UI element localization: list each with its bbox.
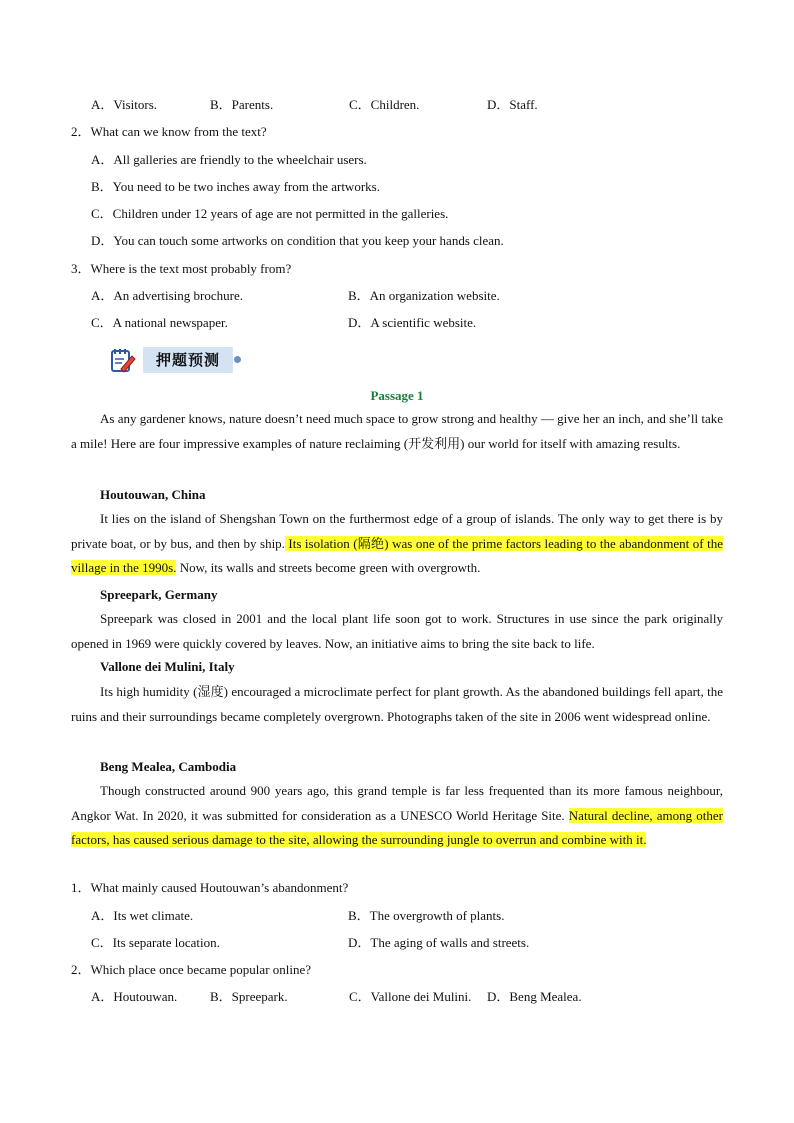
passage-title: Passage 1 [370, 388, 424, 403]
section-heading: Vallone dei Mulini, Italy [100, 659, 235, 674]
option-d: D．A scientific website. [348, 315, 477, 330]
question-stem: 2．What can we know from the text? [71, 124, 267, 139]
section-paragraph [71, 779, 723, 853]
option-a: A．An advertising brochure. [91, 288, 243, 303]
option-b: B．The overgrowth of plants. [348, 908, 505, 923]
passage-intro [71, 407, 723, 456]
section-heading: Houtouwan, China [100, 487, 206, 502]
option-c: C．Vallone dei Mulini. [349, 989, 472, 1004]
option-d: D．You can touch some artworks on condition that you keep your hands clean. [91, 233, 504, 248]
paragraph-text: Now, its walls and streets become green with overgrowth. [176, 560, 481, 575]
paragraph-text: Though constructed around 900 years ago, this grand temple is far less frequented than its more famous neighbour, Angkor Wat. In 2020, it was submitted for consideration as a UNESCO World Heritage Site. [71, 783, 723, 823]
highlighted-text: Natural decline, among other factors, has caused serious damage to the site, allowing the surrounding jungle to overrun and combine with it. [71, 807, 723, 847]
option-b: B．Parents. [210, 97, 274, 112]
paragraph-text: Spreepark was closed in 2001 and the local plant life soon got to work. Structures in use since the park originally opened in 1969 were quickly covered by leaves. Now, an initiative aims to bring the site back to life. [71, 611, 723, 651]
option-b: B．Spreepark. [210, 989, 288, 1004]
notepad-pencil-icon [110, 347, 136, 373]
option-c: C．A national newspaper. [91, 315, 228, 330]
section-paragraph [71, 507, 723, 581]
option-c: C．Children under 12 years of age are not permitted in the galleries. [91, 206, 449, 221]
question-stem: 3．Where is the text most probably from? [71, 261, 292, 276]
option-d: D．Beng Mealea. [487, 989, 582, 1004]
option-c: C．Children. [349, 97, 420, 112]
section-heading: Beng Mealea, Cambodia [100, 759, 237, 774]
section-paragraph [71, 607, 723, 656]
option-a: A．All galleries are friendly to the wheelchair users. [91, 152, 367, 167]
option-b: B．An organization website. [348, 288, 500, 303]
option-d: D．The aging of walls and streets. [348, 935, 530, 950]
section-paragraph [71, 680, 723, 729]
option-c: C．Its separate location. [91, 935, 220, 950]
badge-label: 押题预测 [143, 347, 233, 373]
question-stem: 2．Which place once became popular online? [71, 962, 312, 977]
section-heading: Spreepark, Germany [100, 587, 218, 602]
question-stem: 1．What mainly caused Houtouwan’s abandonment? [71, 880, 349, 895]
highlighted-text: Its isolation (隔绝) was one of the prime factors leading to the abandonment of the village in the 1990s. [71, 535, 724, 575]
paragraph-text: It lies on the island of Shengshan Town on the furthermost edge of a group of islands. The only way to get there is by private boat, or by bus, and then by ship. [71, 511, 723, 551]
option-b: B．You need to be two inches away from the artworks. [91, 179, 380, 194]
paragraph-text: Its high humidity (湿度) encouraged a microclimate perfect for plant growth. As the abandoned buildings fell apart, the ruins and their surroundings became completely overgrown. Photographs taken of the site in 2006 went widespread online. [71, 684, 723, 724]
option-d: D．Staff. [487, 97, 538, 112]
option-a: A．Visitors. [91, 97, 158, 112]
section-badge [110, 345, 238, 375]
intro-text: As any gardener knows, nature doesn’t need much space to grow strong and healthy — give her an inch, and she’ll take a mile! Here are four impressive examples of nature reclaiming (开发利用) our world for itself with amazing results. [71, 411, 723, 451]
option-a: A．Its wet climate. [91, 908, 194, 923]
badge-dot [234, 356, 241, 363]
option-a: A．Houtouwan. [91, 989, 178, 1004]
